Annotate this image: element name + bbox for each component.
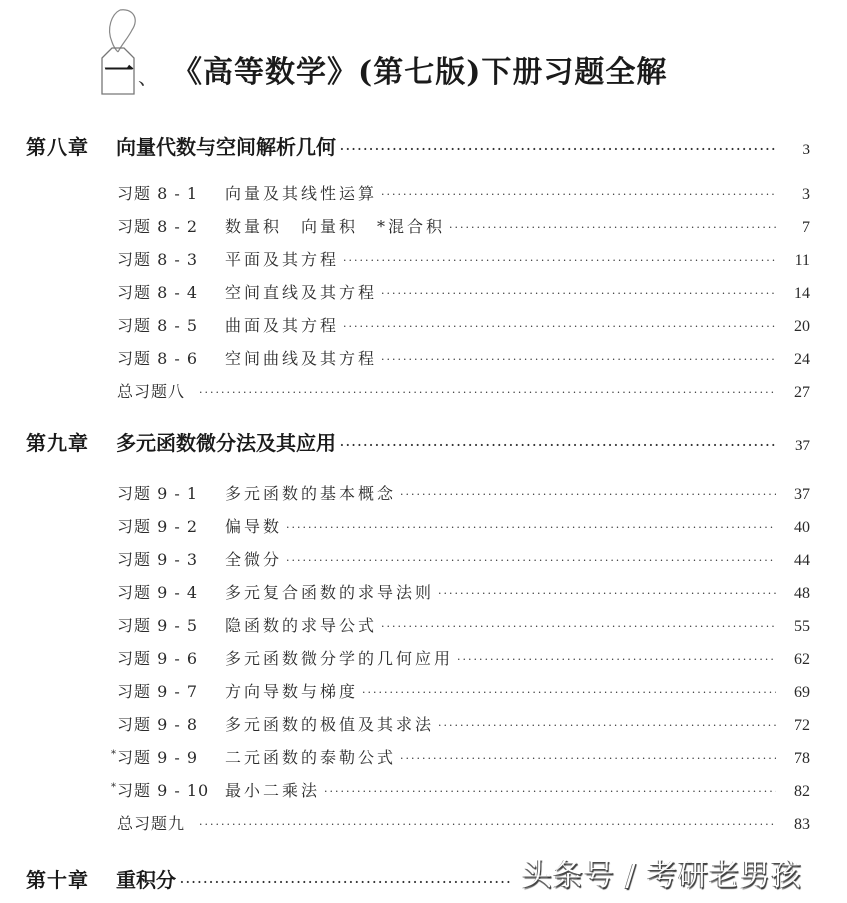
page-number: 82 xyxy=(794,783,810,800)
section-number: 习题 9 - 10 xyxy=(117,781,210,800)
section-number: 习题 9 - 1 xyxy=(117,484,199,503)
section-number: 习题 8 - 2 xyxy=(117,217,199,236)
toc-section[interactable] xyxy=(104,646,810,669)
section-title: 数量积 向量积 *混合积 xyxy=(225,217,446,236)
page-number: 44 xyxy=(794,552,810,569)
toc-section-review[interactable] xyxy=(104,379,810,402)
page-number: 37 xyxy=(795,438,810,454)
dot-leader xyxy=(400,488,776,501)
toc-section-optional[interactable] xyxy=(104,745,810,768)
toc-section[interactable] xyxy=(104,247,810,270)
section-title: 空间直线及其方程 xyxy=(225,283,378,302)
page-number: 37 xyxy=(794,486,810,503)
optional-star: * xyxy=(111,749,116,760)
chapter-title: 多元函数微分法及其应用 xyxy=(116,431,336,455)
section-number: 习题 9 - 5 xyxy=(117,616,199,635)
dot-leader xyxy=(343,254,776,267)
toc-section-optional[interactable] xyxy=(104,778,810,801)
page-number: 48 xyxy=(794,585,810,602)
section-number: 习题 9 - 2 xyxy=(117,517,199,536)
page-number: 78 xyxy=(794,750,810,767)
toc-section[interactable] xyxy=(104,679,810,702)
toc-section[interactable] xyxy=(104,181,810,204)
toc-section[interactable] xyxy=(104,613,810,636)
section-number: 习题 9 - 6 xyxy=(117,649,199,668)
page-number: 69 xyxy=(794,684,810,701)
toc-section[interactable] xyxy=(104,514,810,537)
section-number: 习题 8 - 3 xyxy=(117,250,199,269)
dot-leader xyxy=(400,752,776,765)
section-title: 曲面及其方程 xyxy=(225,316,340,335)
section-title: 多元复合函数的求导法则 xyxy=(225,583,435,602)
page-number: 62 xyxy=(794,651,810,668)
dot-leader xyxy=(180,876,512,889)
dot-leader xyxy=(449,221,776,234)
page-number: 7 xyxy=(802,219,810,236)
toc-section-review[interactable] xyxy=(104,811,810,834)
optional-star: * xyxy=(111,782,116,793)
section-number: 总习题八 xyxy=(117,382,186,401)
chapter-title: 向量代数与空间解析几何 xyxy=(116,135,336,159)
toc-section[interactable] xyxy=(104,547,810,570)
chapter-number: 第八章 xyxy=(26,135,89,159)
dot-leader xyxy=(324,785,776,798)
page-number: 14 xyxy=(794,285,810,302)
section-number: 习题 8 - 5 xyxy=(117,316,199,335)
dot-leader xyxy=(343,320,776,333)
dot-leader xyxy=(381,287,776,300)
section-title: 多元函数微分学的几何应用 xyxy=(225,649,454,668)
section-number: 习题 8 - 1 xyxy=(117,184,199,203)
section-title: 隐函数的求导公式 xyxy=(225,616,378,635)
section-number: 总习题九 xyxy=(117,814,186,833)
page-number: 20 xyxy=(794,318,810,335)
dot-leader xyxy=(286,554,776,567)
dot-leader xyxy=(438,719,776,732)
chapter-number: 第九章 xyxy=(26,431,89,455)
toc-section[interactable] xyxy=(104,313,810,336)
dot-leader xyxy=(286,521,776,534)
section-number: 习题 9 - 9 xyxy=(117,748,199,767)
section-title: 平面及其方程 xyxy=(225,250,340,269)
dot-leader xyxy=(199,818,776,831)
section-separator: 、 xyxy=(138,65,158,89)
section-title: 多元函数的极值及其求法 xyxy=(225,715,435,734)
dot-leader xyxy=(457,653,776,666)
section-title: 偏导数 xyxy=(225,517,283,536)
dot-leader xyxy=(381,188,776,201)
section-title: 空间曲线及其方程 xyxy=(225,349,378,368)
section-number: 习题 9 - 7 xyxy=(117,682,199,701)
section-number: 习题 8 - 6 xyxy=(117,349,199,368)
dot-leader xyxy=(381,353,776,366)
toc-chapter-10[interactable] xyxy=(26,864,546,893)
section-title: 方向导数与梯度 xyxy=(225,682,359,701)
toc-section[interactable] xyxy=(104,481,810,504)
section-title: 全微分 xyxy=(225,550,283,569)
dot-leader xyxy=(340,143,776,156)
watermark: 头条号 / 考研老男孩 xyxy=(522,858,803,893)
dot-leader xyxy=(362,686,776,699)
page-number: 27 xyxy=(794,384,810,401)
page-title: 《高等数学》(第七版)下册习题全解 xyxy=(172,55,668,90)
section-number: 一 xyxy=(104,54,134,89)
page-number: 72 xyxy=(794,717,810,734)
chapter-title: 重积分 xyxy=(116,868,176,892)
page-number: 83 xyxy=(794,816,810,833)
page-number: 3 xyxy=(802,186,810,203)
chapter-number: 第十章 xyxy=(26,868,89,892)
page-number: 55 xyxy=(794,618,810,635)
toc-section[interactable] xyxy=(104,712,810,735)
section-number: 习题 9 - 8 xyxy=(117,715,199,734)
dot-leader xyxy=(438,587,776,600)
toc-section[interactable] xyxy=(104,580,810,603)
section-number: 习题 8 - 4 xyxy=(117,283,199,302)
section-number: 习题 9 - 3 xyxy=(117,550,199,569)
page-number: 11 xyxy=(794,252,810,269)
toc-section[interactable] xyxy=(104,214,810,237)
section-title: 向量及其线性运算 xyxy=(225,184,378,203)
dot-leader xyxy=(199,386,776,399)
page-number: 24 xyxy=(794,351,810,368)
dot-leader xyxy=(340,439,776,452)
toc-chapter-9[interactable] xyxy=(26,427,810,456)
section-title: 多元函数的基本概念 xyxy=(225,484,397,503)
section-number: 习题 9 - 4 xyxy=(117,583,199,602)
toc-section[interactable] xyxy=(104,280,810,303)
toc-chapter-8[interactable] xyxy=(26,131,810,160)
toc-section[interactable] xyxy=(104,346,810,369)
dot-leader xyxy=(381,620,776,633)
page-number: 40 xyxy=(794,519,810,536)
section-title: 二元函数的泰勒公式 xyxy=(225,748,397,767)
section-title: 最小二乘法 xyxy=(225,781,321,800)
page-number: 3 xyxy=(802,142,810,158)
